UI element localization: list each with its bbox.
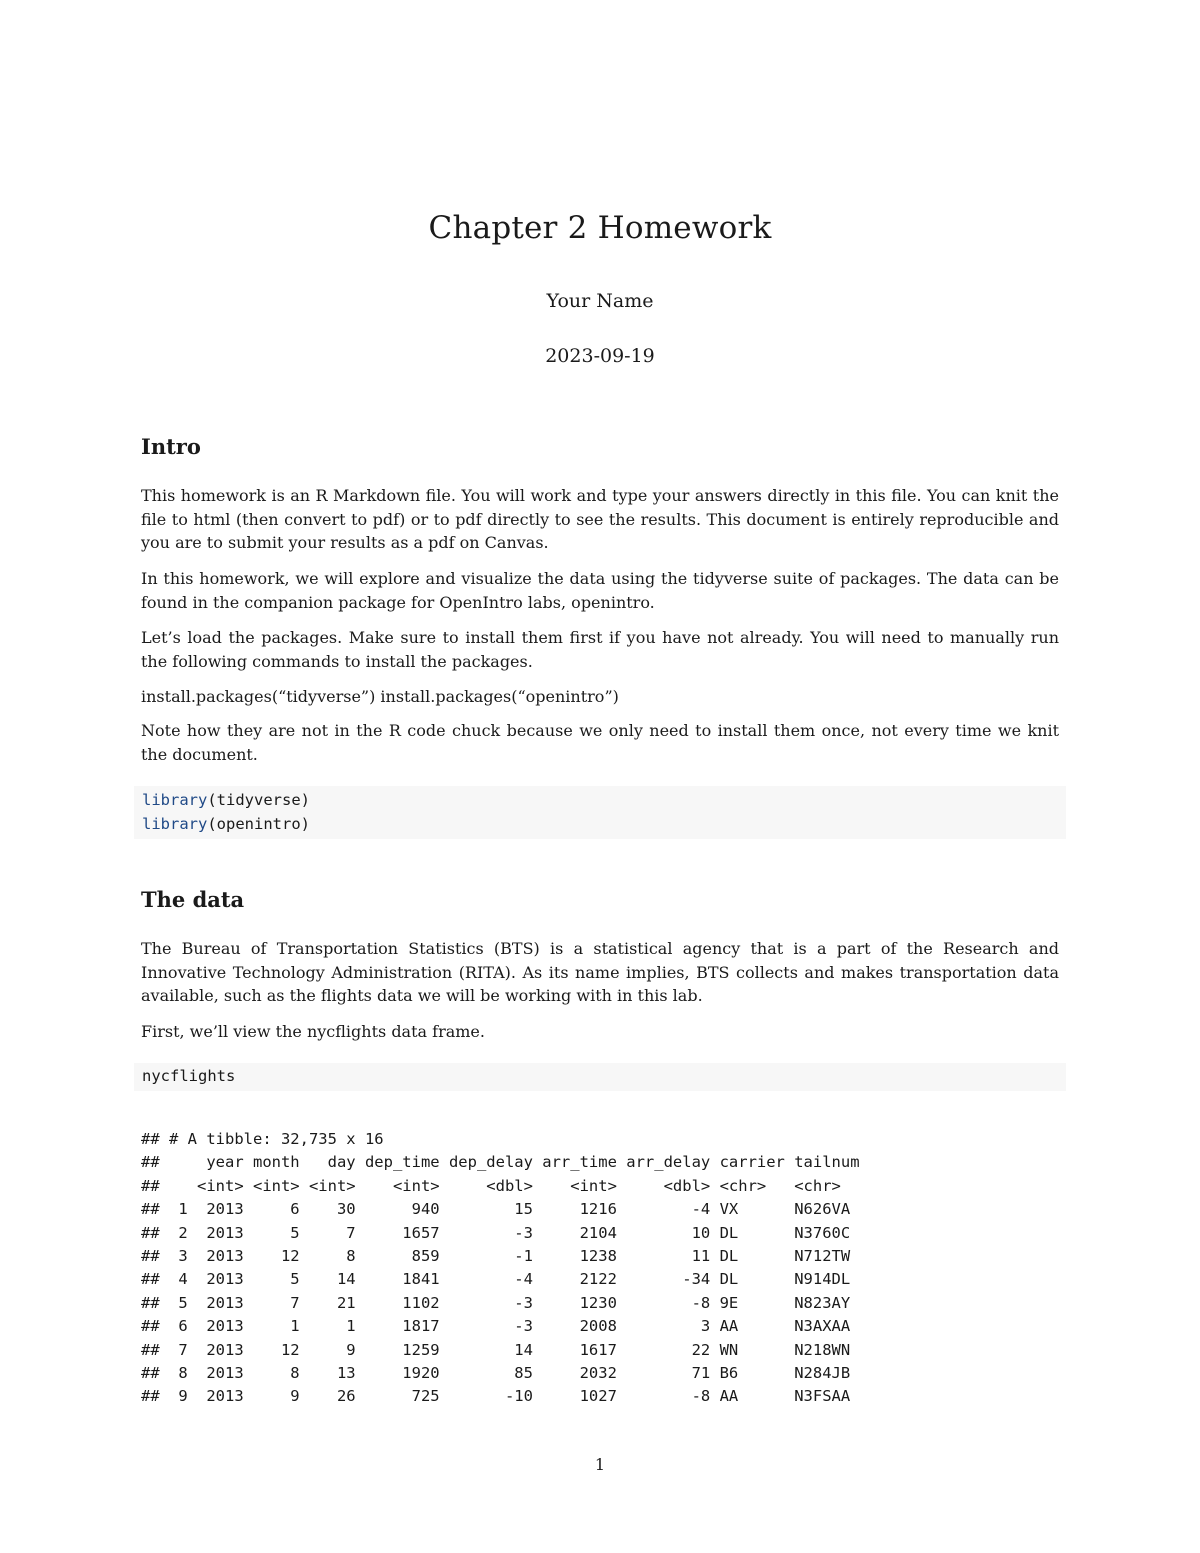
intro-paragraph-2 xyxy=(141,567,1059,614)
intro-heading: Intro xyxy=(141,434,201,459)
intro-paragraph-5 xyxy=(141,719,1059,766)
document-author: Your Name xyxy=(546,290,654,312)
nycflights-code-chunk xyxy=(134,1063,1066,1091)
tibble-output xyxy=(141,1128,1059,1409)
output-line: ## 1 2013 6 30 940 15 1216 -4 VX N626VA xyxy=(141,1200,851,1219)
intro-p5: Note how they are not in the R code chuck because we only need to install them once, not every time we knit the document. xyxy=(141,721,1059,764)
intro-p2: In this homework, we will explore and visualize the data using the tidyverse suite of packages. The data can be found in the companion package for OpenIntro labs, openintro. xyxy=(141,569,1059,612)
code-argument: (tidyverse) xyxy=(207,791,310,809)
intro-p3: Let’s load the packages. Make sure to install them first if you have not already. You will need to manually run the following commands to install the packages. xyxy=(141,628,1059,671)
intro-heading-wrap xyxy=(141,436,1059,457)
code-line xyxy=(142,789,1058,813)
code-function: library xyxy=(142,791,208,809)
output-line: ## 9 2013 9 26 725 -10 1027 -8 AA N3FSAA xyxy=(141,1387,851,1406)
intro-paragraph-1 xyxy=(141,484,1059,555)
document-title: Chapter 2 Homework xyxy=(428,210,772,246)
output-line: ## 5 2013 7 21 1102 -3 1230 -8 9E N823AY xyxy=(141,1293,851,1312)
code-argument: (openintro) xyxy=(207,814,310,833)
output-line: ## 6 2013 1 1 1817 -3 2008 3 AA N3AXAA xyxy=(141,1317,851,1336)
intro-paragraph-3 xyxy=(141,626,1059,673)
output-line: ## # A tibble: 32,735 x 16 xyxy=(141,1130,384,1148)
data-p2: First, we’ll view the nycflights data frame. xyxy=(141,1022,485,1041)
page-number: 1 xyxy=(594,1455,606,1474)
output-line: ## 4 2013 5 14 1841 -4 2122 -34 DL N914DL xyxy=(141,1270,851,1289)
data-paragraph-2 xyxy=(141,1020,1059,1044)
output-line: ## year month day dep_time dep_delay arr_time arr_delay carrier tailnum xyxy=(141,1153,860,1172)
code-function: library xyxy=(142,814,208,833)
intro-p1: This homework is an R Markdown file. You will work and type your answers directly in this file. You can knit the file to html (then convert to pdf) or to pdf directly to see the results. This document is entirely reproducible and you are to submit your results as a pdf on Canvas. xyxy=(141,486,1059,552)
intro-p4: install.packages(“tidyverse”) install.packages(“openintro”) xyxy=(141,687,619,706)
code-line: nycflights xyxy=(142,1067,236,1085)
document-date: 2023-09-19 xyxy=(545,345,655,367)
code-line xyxy=(142,813,1058,837)
output-line: ## <int> <int> <int> <int> <dbl> <int> <dbl> <chr> <chr> xyxy=(141,1176,841,1195)
intro-paragraph-4 xyxy=(141,685,1059,709)
data-p1: The Bureau of Transportation Statistics (BTS) is a statistical agency that is a part of the Research and Innovative Technology Administration (RITA). As its name implies, BTS collects and makes transportation data available, such as the flights data we will be working with in this lab. xyxy=(141,939,1059,1005)
data-heading: The data xyxy=(141,887,245,912)
output-line: ## 3 2013 12 8 859 -1 1238 11 DL N712TW xyxy=(141,1247,851,1266)
output-line: ## 2 2013 5 7 1657 -3 2104 10 DL N3760C xyxy=(141,1223,851,1242)
library-code-chunk xyxy=(134,786,1066,839)
output-line: ## 7 2013 12 9 1259 14 1617 22 WN N218WN xyxy=(141,1340,851,1359)
output-line: ## 8 2013 8 13 1920 85 2032 71 B6 N284JB xyxy=(141,1364,851,1383)
data-heading-wrap xyxy=(141,889,1059,910)
data-paragraph-1 xyxy=(141,937,1059,1008)
